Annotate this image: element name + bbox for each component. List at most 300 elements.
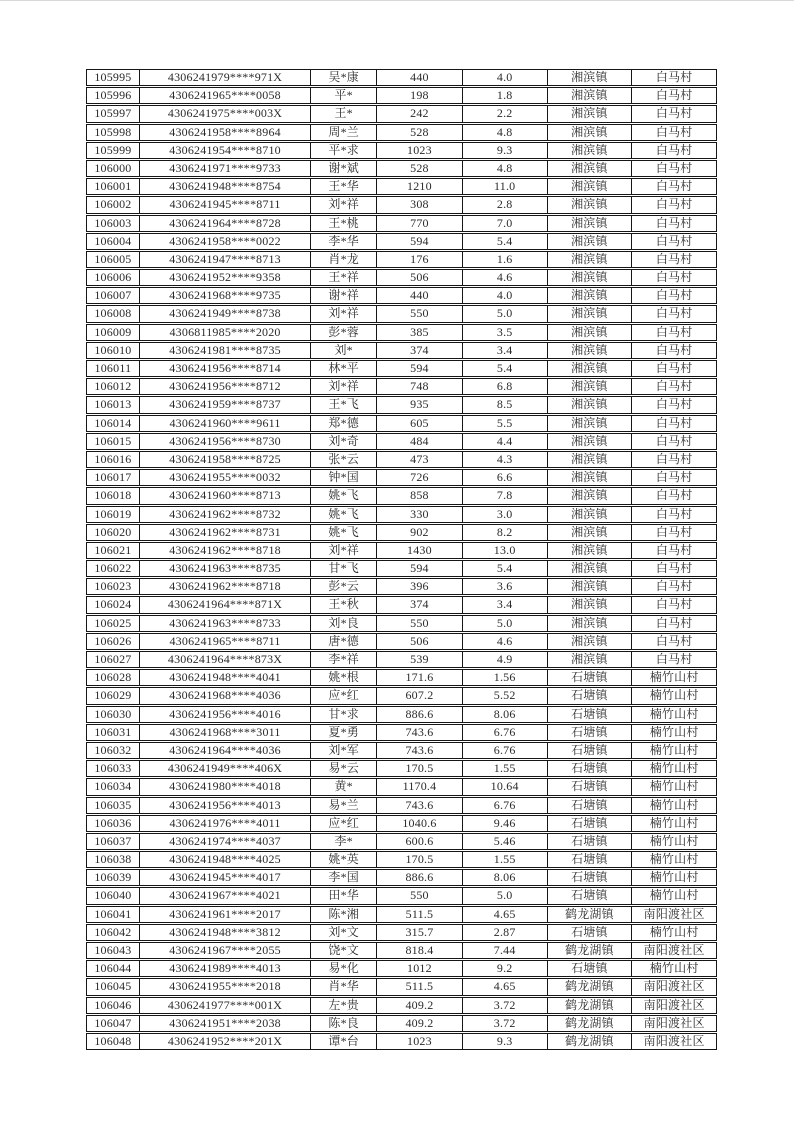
- table-cell: 748: [377, 379, 463, 394]
- table-cell: 106045: [87, 979, 140, 994]
- table-cell: 楠竹山村: [649, 833, 699, 848]
- table-cell: 106029: [87, 688, 140, 703]
- table-cell: 彭*蓉: [311, 325, 377, 340]
- table-cell: 石塘镇: [548, 670, 633, 685]
- table-cell: 935: [377, 397, 463, 412]
- table-cell: 饶*文: [311, 943, 377, 958]
- table-cell: 王*秋: [311, 597, 377, 612]
- table-cell: 106013: [87, 397, 140, 412]
- table-cell: 8.5: [463, 397, 548, 412]
- table-cell: 330: [377, 507, 463, 522]
- table-cell: 594: [377, 234, 463, 249]
- table-row: [86, 451, 717, 468]
- table-cell: 4306241989****4013: [140, 961, 311, 976]
- table-row: [86, 669, 717, 686]
- table-row: [86, 869, 717, 886]
- table-cell: 106000: [87, 161, 140, 176]
- table-cell: 刘*祥: [311, 379, 377, 394]
- table-cell: 3.72: [463, 1016, 548, 1031]
- table-cell: 106019: [87, 507, 140, 522]
- table-cell: 楠竹山村: [649, 670, 699, 685]
- table-row: [86, 778, 717, 795]
- table-cell: 511.5: [377, 907, 463, 922]
- table-cell: 5.0: [463, 616, 548, 631]
- table-cell: 4306241948****4041: [140, 670, 311, 685]
- table-cell: 湘滨镇: [548, 234, 633, 249]
- table-cell: 4306241964****8728: [140, 216, 311, 231]
- table-cell: 7.0: [463, 216, 548, 231]
- table-cell: 473: [377, 452, 463, 467]
- table-row: [86, 760, 717, 777]
- table-cell: 743.6: [377, 743, 463, 758]
- table-row: [86, 1033, 717, 1050]
- table-cell: 白马村: [655, 470, 693, 485]
- table-row: [86, 596, 717, 613]
- table-cell: 白马村: [655, 451, 693, 466]
- table-cell: 171.6: [377, 670, 463, 685]
- table-cell: 姚*飞: [311, 507, 377, 522]
- table-row: [86, 142, 717, 159]
- table-cell: 4306241975****003X: [140, 106, 311, 121]
- table-cell: 10.64: [463, 779, 548, 794]
- table-cell: 9.3: [463, 1034, 548, 1049]
- table-cell: 4306241958****8964: [140, 125, 311, 140]
- table-cell: 石塘镇: [548, 961, 633, 976]
- table-cell: 4.0: [463, 70, 548, 85]
- table-cell: 湘滨镇: [548, 325, 633, 340]
- table-cell: 7.44: [463, 943, 548, 958]
- table-cell: 谭*台: [311, 1034, 377, 1049]
- table-cell: 106009: [87, 325, 140, 340]
- table-cell: 湘滨镇: [548, 361, 633, 376]
- table-cell: 4306241979****971X: [140, 70, 311, 85]
- table-row: [86, 305, 717, 322]
- table-row: [86, 433, 717, 450]
- table-cell: 4306241968****9735: [140, 288, 311, 303]
- table-cell: 楠竹山村: [649, 742, 699, 757]
- table-cell: 5.46: [463, 834, 548, 849]
- table-cell: 176: [377, 252, 463, 267]
- table-cell: 902: [377, 525, 463, 540]
- table-row: [86, 360, 717, 377]
- table-cell: 湘滨镇: [548, 597, 633, 612]
- table-cell: 106037: [87, 834, 140, 849]
- table-cell: 1012: [377, 961, 463, 976]
- table-cell: 4306241949****406X: [140, 761, 311, 776]
- table-cell: 4306241949****8738: [140, 306, 311, 321]
- table-row: [86, 851, 717, 868]
- table-cell: 242: [377, 106, 463, 121]
- table-cell: 4306241947****8713: [140, 252, 311, 267]
- table-cell: 4306241962****8718: [140, 579, 311, 594]
- table-row: [86, 633, 717, 650]
- table-cell: 4306241963****8733: [140, 616, 311, 631]
- table-row: [86, 560, 717, 577]
- table-cell: 湘滨镇: [548, 652, 633, 667]
- table-cell: 平*: [311, 88, 377, 103]
- table-cell: 湘滨镇: [548, 579, 633, 594]
- table-row: [86, 978, 717, 995]
- table-cell: 白马村: [655, 506, 693, 521]
- table-cell: 550: [377, 888, 463, 903]
- table-cell: 王*祥: [311, 270, 377, 285]
- table-cell: 湘滨镇: [548, 416, 633, 431]
- table-cell: 4306241952****9358: [140, 270, 311, 285]
- table-cell: 白马村: [655, 233, 693, 248]
- table-cell: 4306241952****201X: [140, 1034, 311, 1049]
- table-cell: 白马村: [655, 179, 693, 194]
- table-cell: 106044: [87, 961, 140, 976]
- table-cell: 770: [377, 216, 463, 231]
- table-cell: 106012: [87, 379, 140, 394]
- table-cell: 4306241945****4017: [140, 870, 311, 885]
- table-cell: 106015: [87, 434, 140, 449]
- table-cell: 2.87: [463, 925, 548, 940]
- table-cell: 106017: [87, 470, 140, 485]
- table-cell: 550: [377, 616, 463, 631]
- table-cell: 刘*祥: [311, 306, 377, 321]
- table-cell: 4306811985****2020: [140, 325, 311, 340]
- table-cell: 南阳渡社区: [643, 979, 705, 994]
- table-cell: 8.06: [463, 707, 548, 722]
- table-row: [86, 724, 717, 741]
- table-cell: 南阳渡社区: [643, 997, 705, 1012]
- table-cell: 5.4: [463, 361, 548, 376]
- table-cell: 106023: [87, 579, 140, 594]
- table-cell: 106005: [87, 252, 140, 267]
- table-cell: 平*求: [311, 143, 377, 158]
- table-cell: 左*贵: [311, 998, 377, 1013]
- table-cell: 170.5: [377, 852, 463, 867]
- table-cell: 吴*康: [311, 70, 377, 85]
- table-row: [86, 615, 717, 632]
- table-cell: 田*华: [311, 888, 377, 903]
- table-cell: 湘滨镇: [548, 70, 633, 85]
- table-cell: 鹤龙湖镇: [548, 1034, 633, 1049]
- table-cell: 陈*良: [311, 1016, 377, 1031]
- table-cell: 105996: [87, 88, 140, 103]
- table-cell: 106043: [87, 943, 140, 958]
- table-cell: 5.0: [463, 888, 548, 903]
- table-cell: 白马村: [655, 251, 693, 266]
- table-row: [86, 706, 717, 723]
- table-cell: 106008: [87, 306, 140, 321]
- table-cell: 4.4: [463, 434, 548, 449]
- table-cell: 4306241961****2017: [140, 907, 311, 922]
- table-cell: 106046: [87, 998, 140, 1013]
- table-cell: 6.8: [463, 379, 548, 394]
- table-cell: 6.6: [463, 470, 548, 485]
- table-cell: 白马村: [655, 324, 693, 339]
- table-row: [86, 105, 717, 122]
- table-cell: 105999: [87, 143, 140, 158]
- table-cell: 4306241962****8718: [140, 543, 311, 558]
- table-cell: 106020: [87, 525, 140, 540]
- table-cell: 4306241967****2055: [140, 943, 311, 958]
- table-cell: 600.6: [377, 834, 463, 849]
- table-row: [86, 742, 717, 759]
- table-cell: 湘滨镇: [548, 488, 633, 503]
- table-cell: 4.0: [463, 288, 548, 303]
- table-cell: 姚*飞: [311, 525, 377, 540]
- table-cell: 鹤龙湖镇: [548, 998, 633, 1013]
- table-cell: 105998: [87, 125, 140, 140]
- table-cell: 106007: [87, 288, 140, 303]
- table-row: [86, 124, 717, 141]
- table-cell: 刘*祥: [311, 543, 377, 558]
- table-cell: 刘*军: [311, 743, 377, 758]
- table-cell: 4306241968****4036: [140, 688, 311, 703]
- table-cell: 9.46: [463, 816, 548, 831]
- table-cell: 6.76: [463, 743, 548, 758]
- table-cell: 4.65: [463, 907, 548, 922]
- table-row: [86, 251, 717, 268]
- table-cell: 106028: [87, 670, 140, 685]
- table-cell: 1.55: [463, 852, 548, 867]
- table-cell: 湘滨镇: [548, 470, 633, 485]
- table-cell: 8.06: [463, 870, 548, 885]
- table-cell: 李*祥: [311, 652, 377, 667]
- table-cell: 605: [377, 416, 463, 431]
- table-cell: 4.65: [463, 979, 548, 994]
- table-row: [86, 906, 717, 923]
- table-cell: 9.3: [463, 143, 548, 158]
- table-cell: 湘滨镇: [548, 270, 633, 285]
- table-cell: 4306241968****3011: [140, 725, 311, 740]
- table-cell: 石塘镇: [548, 688, 633, 703]
- table-cell: 5.5: [463, 416, 548, 431]
- table-cell: 4306241960****8713: [140, 488, 311, 503]
- table-cell: 白马村: [655, 415, 693, 430]
- table-cell: 1.8: [463, 88, 548, 103]
- table-cell: 谢*祥: [311, 288, 377, 303]
- table-cell: 白马村: [655, 306, 693, 321]
- table-cell: 湘滨镇: [548, 634, 633, 649]
- table-cell: 315.7: [377, 925, 463, 940]
- table-row: [86, 815, 717, 832]
- table-row: [86, 687, 717, 704]
- table-cell: 4306241948****3812: [140, 925, 311, 940]
- table-cell: 198: [377, 88, 463, 103]
- table-cell: 106006: [87, 270, 140, 285]
- table-cell: 白马村: [655, 160, 693, 175]
- table-cell: 4306241956****8714: [140, 361, 311, 376]
- table-cell: 姚*根: [311, 670, 377, 685]
- table-cell: 白马村: [655, 215, 693, 230]
- table-cell: 白马村: [655, 70, 693, 84]
- table-cell: 409.2: [377, 1016, 463, 1031]
- table-cell: 湘滨镇: [548, 507, 633, 522]
- table-cell: 4306241948****8754: [140, 179, 311, 194]
- table-row: [86, 469, 717, 486]
- table-cell: 王*: [311, 106, 377, 121]
- table-cell: 4306241958****8725: [140, 452, 311, 467]
- table-cell: 白马村: [655, 652, 693, 666]
- table-cell: 4306241965****8711: [140, 634, 311, 649]
- table-cell: 王*飞: [311, 397, 377, 412]
- table-row: [86, 396, 717, 413]
- table-row: [86, 542, 717, 559]
- table-cell: 106027: [87, 652, 140, 667]
- table-cell: 5.52: [463, 688, 548, 703]
- table-cell: 4306241945****8711: [140, 197, 311, 212]
- table-cell: 白马村: [655, 542, 693, 557]
- table-cell: 5.0: [463, 306, 548, 321]
- table-row: [86, 415, 717, 432]
- table-cell: 4.3: [463, 452, 548, 467]
- table-cell: 湘滨镇: [548, 161, 633, 176]
- table-cell: 4.8: [463, 161, 548, 176]
- table-cell: 3.4: [463, 343, 548, 358]
- table-cell: 484: [377, 434, 463, 449]
- table-cell: 1.6: [463, 252, 548, 267]
- table-cell: 白马村: [655, 524, 693, 539]
- table-cell: 4306241959****8737: [140, 397, 311, 412]
- table-cell: 743.6: [377, 798, 463, 813]
- table-cell: 湘滨镇: [548, 288, 633, 303]
- table-cell: 106025: [87, 616, 140, 631]
- table-cell: 4.6: [463, 270, 548, 285]
- table-cell: 106011: [87, 361, 140, 376]
- table-cell: 白马村: [655, 124, 693, 139]
- table-cell: 106002: [87, 197, 140, 212]
- table-cell: 440: [377, 288, 463, 303]
- table-cell: 肖*华: [311, 979, 377, 994]
- table-cell: 甘*求: [311, 707, 377, 722]
- table-cell: 湘滨镇: [548, 252, 633, 267]
- table-cell: 白马村: [655, 561, 693, 576]
- table-cell: 4306241951****2038: [140, 1016, 311, 1031]
- table-cell: 湘滨镇: [548, 197, 633, 212]
- table-cell: 刘*祥: [311, 197, 377, 212]
- table-row: [86, 797, 717, 814]
- table-cell: 374: [377, 597, 463, 612]
- table-cell: 湘滨镇: [548, 379, 633, 394]
- table-cell: 8.2: [463, 525, 548, 540]
- table-cell: 唐*德: [311, 634, 377, 649]
- table-cell: 106024: [87, 597, 140, 612]
- table-cell: 1430: [377, 543, 463, 558]
- table-cell: 4306241962****8731: [140, 525, 311, 540]
- table-cell: 湘滨镇: [548, 88, 633, 103]
- table-cell: 4306241964****4036: [140, 743, 311, 758]
- table-row: [86, 887, 717, 904]
- table-cell: 858: [377, 488, 463, 503]
- table-cell: 郑*德: [311, 416, 377, 431]
- table-row: [86, 269, 717, 286]
- table-row: [86, 378, 717, 395]
- table-cell: 4306241962****8732: [140, 507, 311, 522]
- table-cell: 106003: [87, 216, 140, 231]
- table-cell: 4306241956****4013: [140, 798, 311, 813]
- table-cell: 106039: [87, 870, 140, 885]
- table-cell: 石塘镇: [548, 925, 633, 940]
- table-cell: 白马村: [655, 361, 693, 375]
- table-cell: 肖*龙: [311, 252, 377, 267]
- table-cell: 甘*飞: [311, 561, 377, 576]
- table-cell: 楠竹山村: [649, 688, 699, 703]
- table-cell: 湘滨镇: [548, 343, 633, 358]
- table-cell: 湘滨镇: [548, 216, 633, 231]
- table-cell: 594: [377, 361, 463, 376]
- table-cell: 刘*奇: [311, 434, 377, 449]
- table-row: [86, 87, 717, 104]
- table-cell: 106042: [87, 925, 140, 940]
- table-cell: 鹤龙湖镇: [548, 1016, 633, 1031]
- table-cell: 528: [377, 125, 463, 140]
- table-cell: 106034: [87, 779, 140, 794]
- table-cell: 105997: [87, 106, 140, 121]
- table-cell: 106031: [87, 725, 140, 740]
- table-cell: 106040: [87, 888, 140, 903]
- table-cell: 4306241964****871X: [140, 597, 311, 612]
- table-cell: 106021: [87, 543, 140, 558]
- table-cell: 楠竹山村: [649, 706, 699, 721]
- table-cell: 1.56: [463, 670, 548, 685]
- table-cell: 张*云: [311, 452, 377, 467]
- table-row: [86, 324, 717, 341]
- table-cell: 刘*良: [311, 616, 377, 631]
- table-cell: 2.2: [463, 106, 548, 121]
- table-cell: 湘滨镇: [548, 179, 633, 194]
- table-cell: 6.76: [463, 798, 548, 813]
- table-row: [86, 215, 717, 232]
- table-cell: 石塘镇: [548, 725, 633, 740]
- table-cell: 白马村: [655, 488, 693, 503]
- table-cell: 湘滨镇: [548, 434, 633, 449]
- table-cell: 308: [377, 197, 463, 212]
- table-cell: 4306241954****8710: [140, 143, 311, 158]
- table-cell: 539: [377, 652, 463, 667]
- table-row: [86, 233, 717, 250]
- table-cell: 石塘镇: [548, 761, 633, 776]
- table-cell: 106001: [87, 179, 140, 194]
- table-cell: 南阳渡社区: [643, 1015, 705, 1030]
- table-cell: 4306241980****4018: [140, 779, 311, 794]
- table-cell: 4.8: [463, 125, 548, 140]
- table-cell: 林*平: [311, 361, 377, 376]
- table-row: [86, 69, 717, 86]
- table-row: [86, 960, 717, 977]
- table-cell: 105995: [87, 70, 140, 85]
- table-cell: 白马村: [655, 597, 693, 612]
- table-cell: 鹤龙湖镇: [548, 979, 633, 994]
- table-cell: 白马村: [655, 270, 693, 285]
- table-cell: 385: [377, 325, 463, 340]
- table-cell: 楠竹山村: [649, 797, 699, 812]
- table-cell: 楠竹山村: [649, 815, 699, 830]
- table-cell: 4306241981****8735: [140, 343, 311, 358]
- table-cell: 楠竹山村: [649, 961, 699, 976]
- table-cell: 4306241976****4011: [140, 816, 311, 831]
- table-cell: 王*桃: [311, 216, 377, 231]
- table-cell: 石塘镇: [548, 707, 633, 722]
- table-cell: 湘滨镇: [548, 306, 633, 321]
- table-cell: 李*华: [311, 234, 377, 249]
- table-cell: 396: [377, 579, 463, 594]
- table-cell: 黄*: [311, 779, 377, 794]
- table-cell: 夏*勇: [311, 725, 377, 740]
- table-cell: 湘滨镇: [548, 452, 633, 467]
- table-cell: 楠竹山村: [649, 888, 699, 903]
- table-row: [86, 924, 717, 941]
- table-row: [86, 833, 717, 850]
- table-cell: 106035: [87, 798, 140, 813]
- table-cell: 3.4: [463, 597, 548, 612]
- table-cell: 石塘镇: [548, 852, 633, 867]
- table-cell: 440: [377, 70, 463, 85]
- table-cell: 106004: [87, 234, 140, 249]
